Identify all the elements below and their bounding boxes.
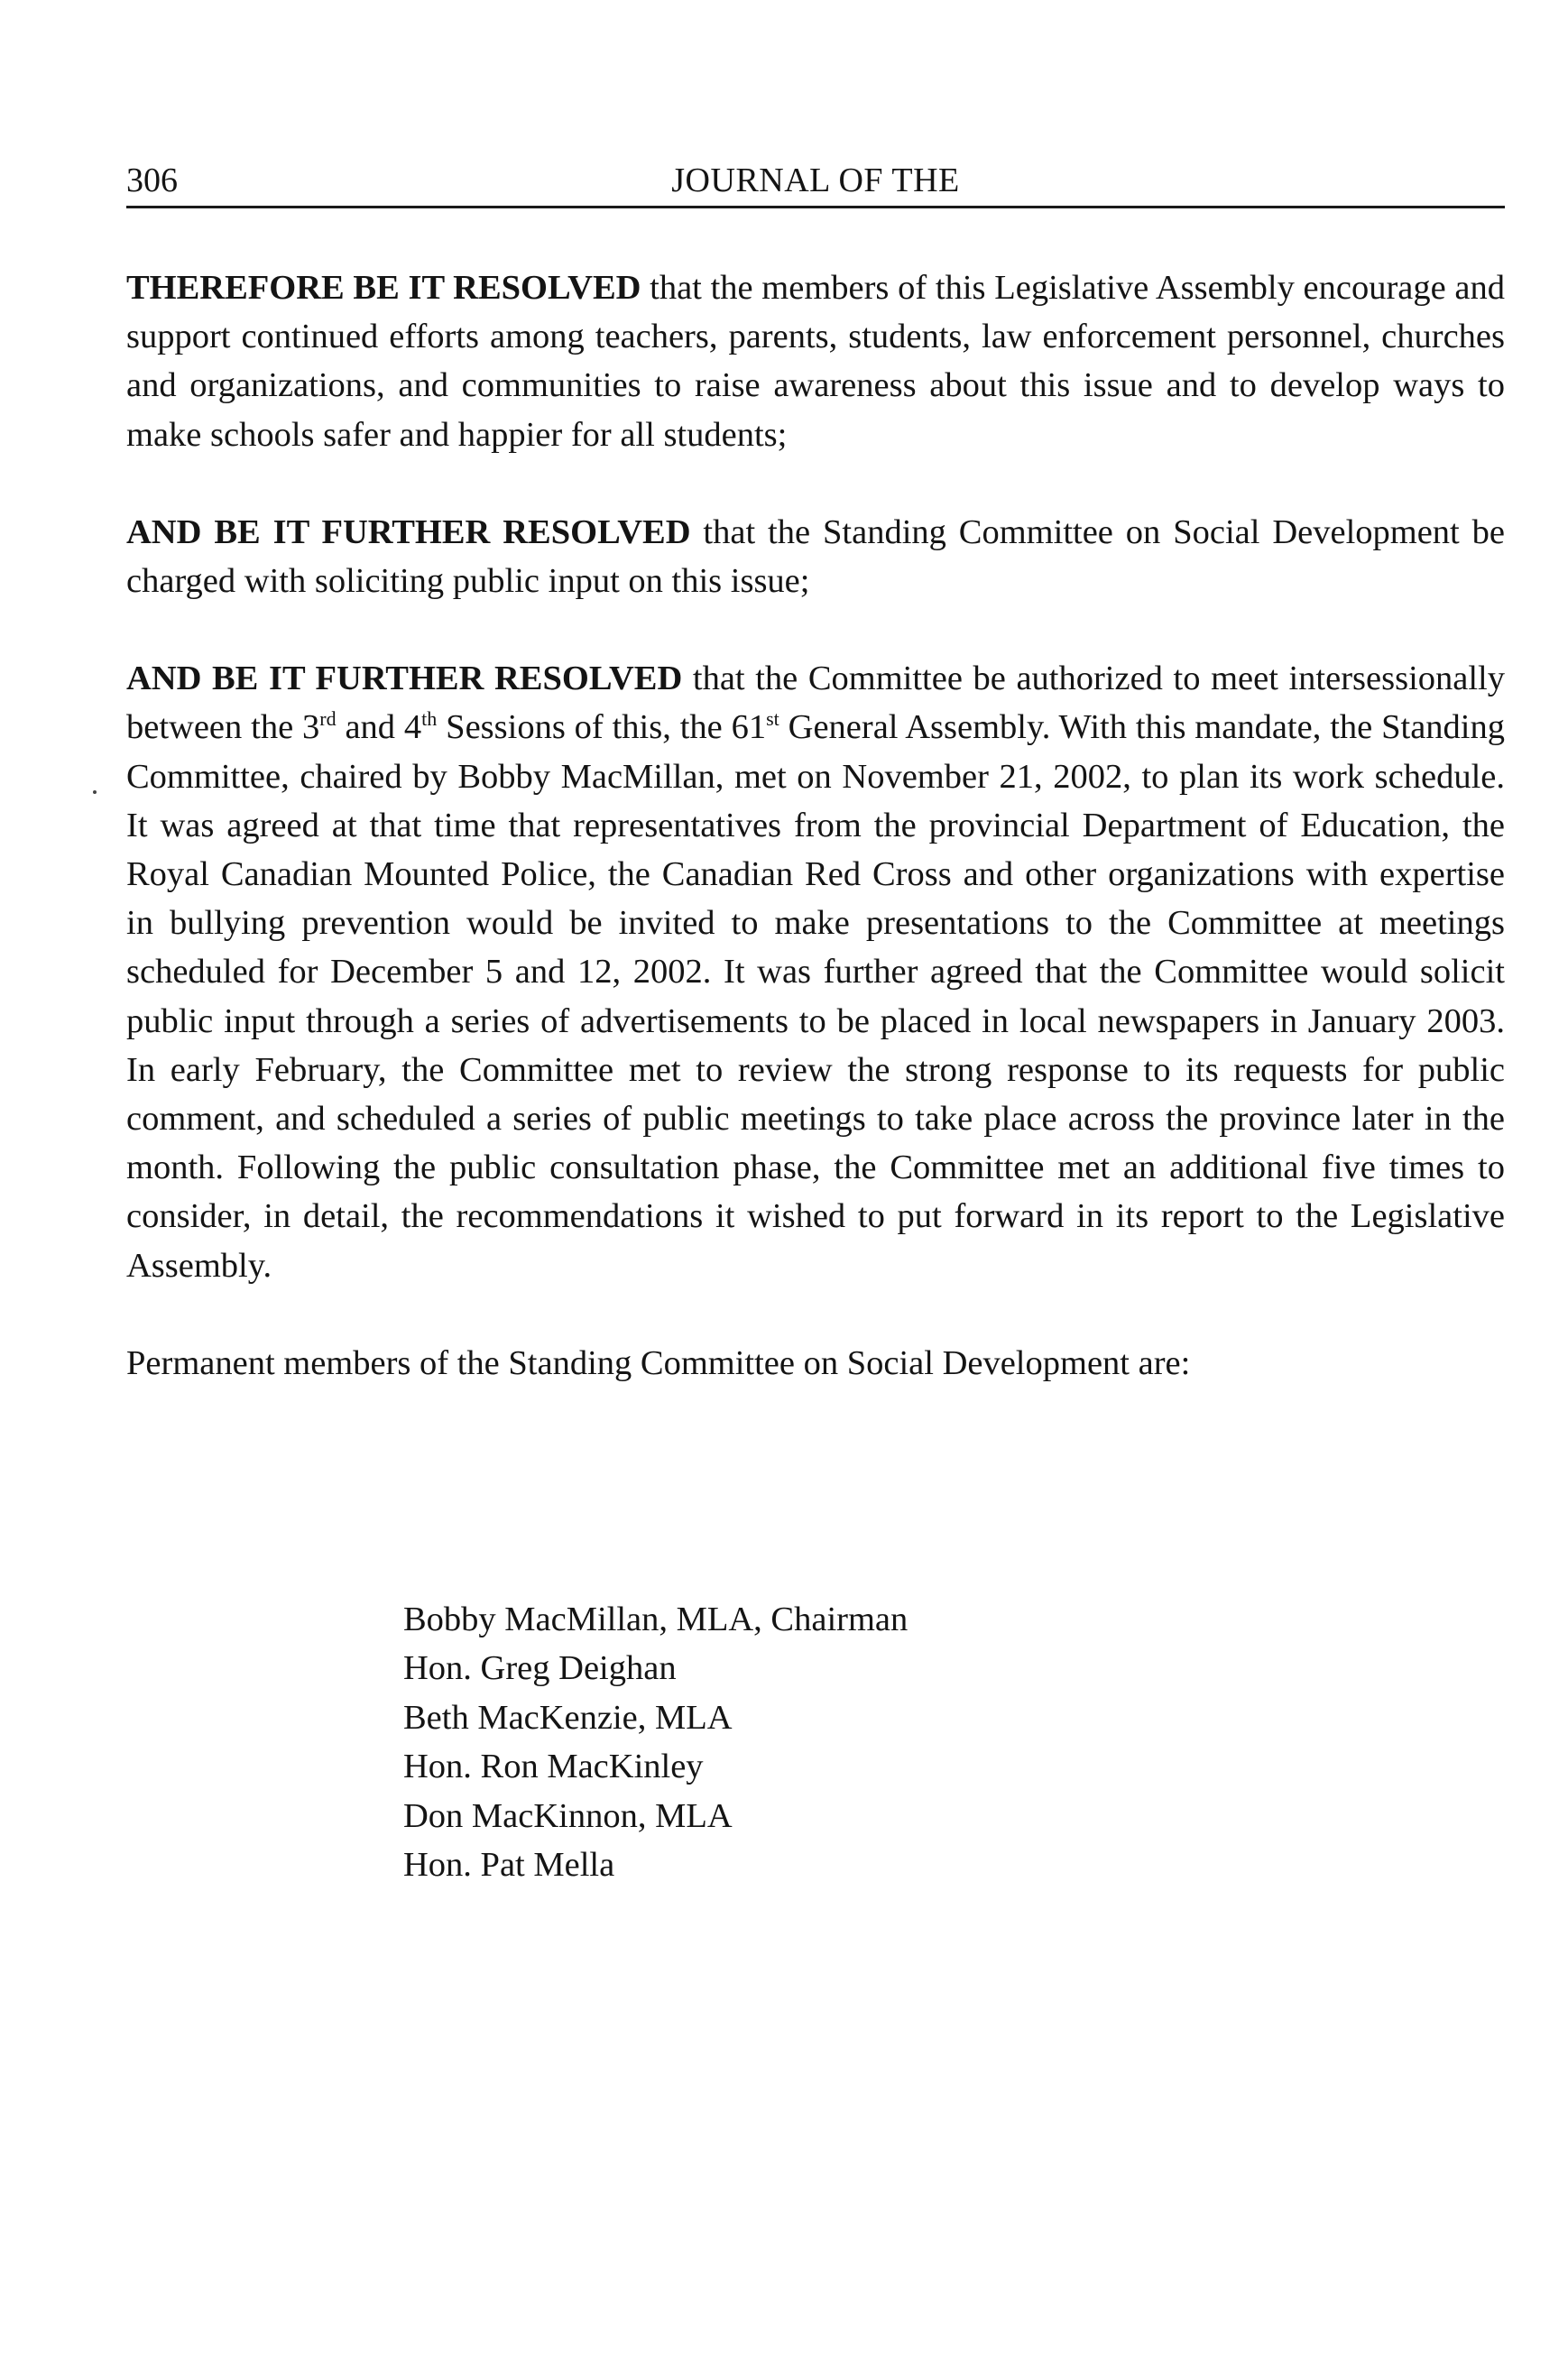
paragraph-text: that the Committee be authorized to meet intersessionally between the 3	[126, 660, 1506, 747]
resolution-paragraph-3	[126, 654, 1505, 1290]
resolution-paragraph-2	[126, 508, 1505, 605]
paragraph-text: General Assembly. With this mandate, the Standing Committee, chaired by Bobby MacMillan, met on November 21, 2002, to plan its work schedule. It was agreed at that time that representatives from the provincial Department of Education, the Royal Canadian Mounted Police, the Canadian Red Cross and other organizations with expertise in bullying prevention would be invited to make presentations to the Committee at meetings scheduled for December 5 and 12, 2002. It was further agreed that the Committee would solicit public input through a series of advertisements to be placed in local newspapers in January 2003. In early February, the Committee met to review the strong response to its requests for public comment, and scheduled a series of public meetings to take place across the province later in the month. Following the public consultation phase, the Committee met an additional five times to consider, in detail, the recommendations it wished to put forward in its report to the Legislative Assembly.	[126, 708, 1505, 1285]
running-title: JOURNAL OF THE	[671, 161, 960, 199]
paragraph-text: and 4	[336, 708, 422, 747]
resolution-lead: AND BE IT FURTHER RESOLVED	[126, 512, 691, 551]
resolution-lead: AND BE IT FURTHER RESOLVED	[126, 660, 683, 698]
member-name: Hon. Ron MacKinley	[403, 1748, 704, 1786]
member-name: Bobby MacMillan, MLA, Chairman	[403, 1601, 909, 1638]
body-text	[126, 263, 1505, 1388]
page-number: 306	[126, 161, 178, 199]
resolution-lead: THEREFORE BE IT RESOLVED	[126, 269, 641, 307]
members-list	[403, 1595, 908, 1889]
members-intro: Permanent members of the Standing Committee on Social Development are:	[126, 1343, 1191, 1382]
paragraph-text: that the members of this Legislative Assembly encourage and support continued efforts among teachers, parents, students, law enforcement personnel, churches and organizations, and communities to raise awareness about this issue and to develop ways to make schools safer and happier for all students;	[126, 269, 1505, 454]
paragraph-text: Sessions of this, the 61	[437, 708, 767, 747]
margin-mark	[93, 790, 97, 794]
member-name: Don MacKinnon, MLA	[403, 1796, 733, 1835]
running-header	[126, 155, 1505, 208]
member-name: Beth MacKenzie, MLA	[403, 1698, 733, 1737]
member-name: Hon. Pat Mella	[403, 1846, 615, 1885]
ordinal-suffix: rd	[319, 707, 337, 731]
paragraph-text: that the Standing Committee on Social Development be charged with soliciting public input on this issue;	[126, 512, 1505, 601]
ordinal-suffix: th	[421, 707, 438, 731]
resolution-paragraph-1	[126, 263, 1505, 459]
member-name: Hon. Greg Deighan	[403, 1649, 677, 1688]
ordinal-suffix: st	[766, 707, 779, 731]
